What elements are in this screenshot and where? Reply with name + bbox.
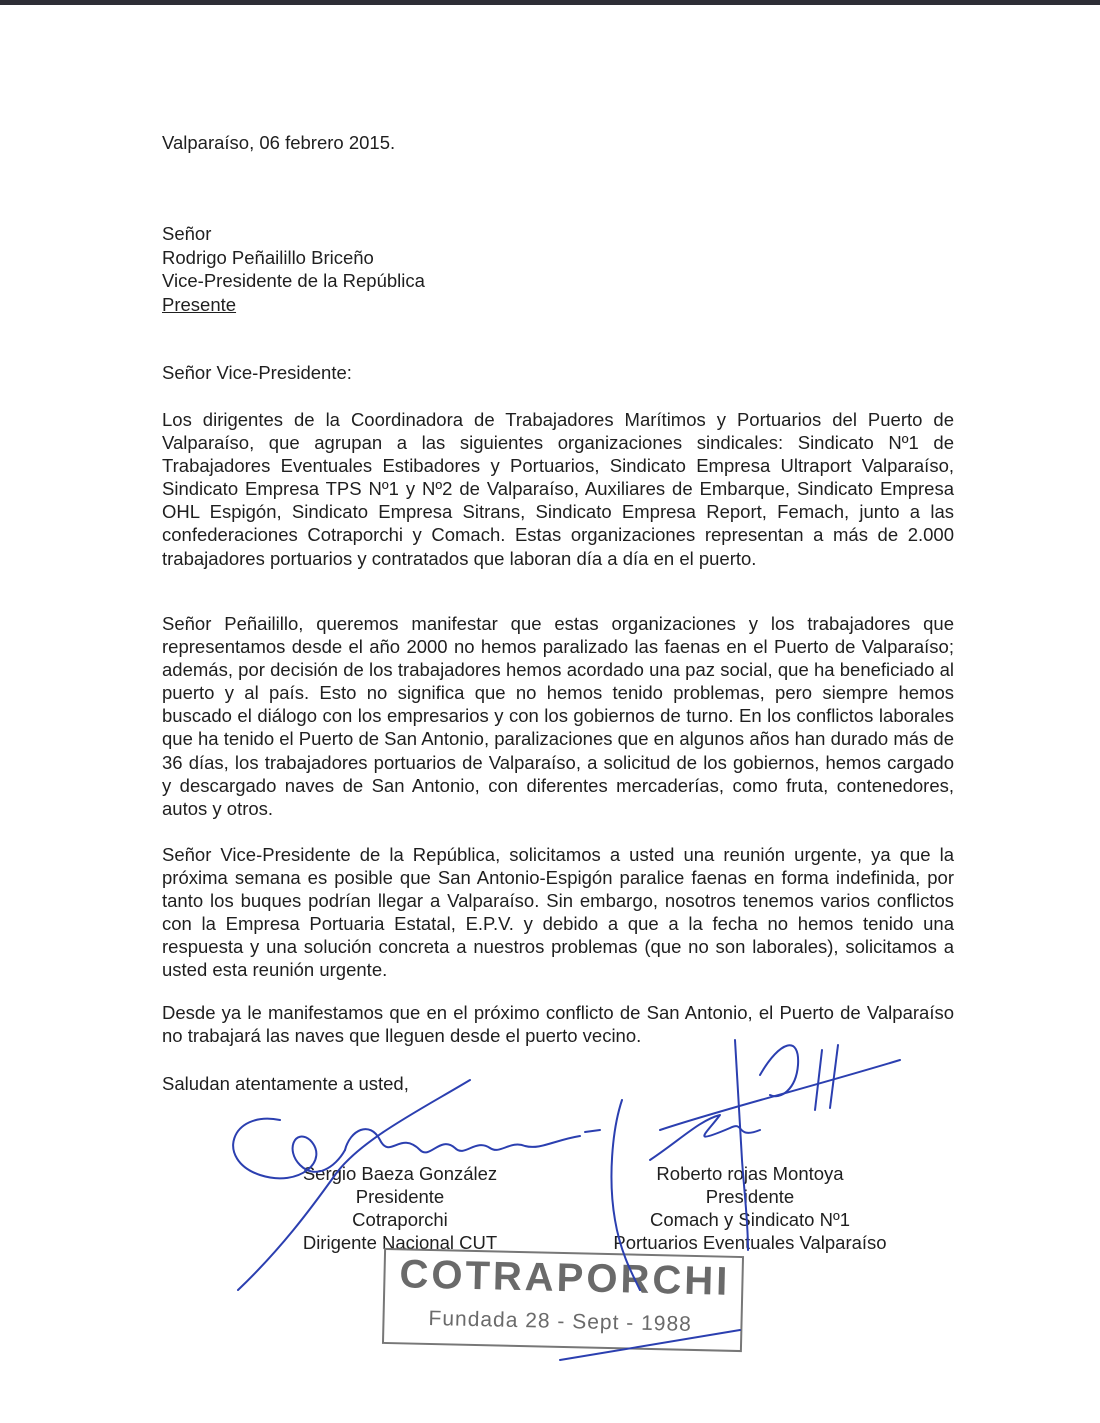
- signature-2-curve: [611, 1100, 640, 1290]
- stamp-founded-date: Fundada 28 - Sept - 1988: [428, 1306, 693, 1336]
- stamp-org-name: COTRAPORCHI: [399, 1252, 731, 1304]
- signature-2-tail: [560, 1330, 740, 1360]
- signatory-2-title: Presidente: [705, 1186, 795, 1207]
- signatory-1-extra: Dirigente Nacional CUT: [302, 1232, 498, 1253]
- closing-line: Saludan atentamente a usted,: [162, 1073, 409, 1094]
- signature-1-loop: [233, 1119, 345, 1179]
- signature-2-bar-2: [830, 1045, 838, 1108]
- recipient-presente: Presente: [162, 293, 237, 315]
- signature-2-stem: [735, 1040, 748, 1250]
- signature-2-top: [760, 1045, 798, 1096]
- signature-1-stroke: [238, 1080, 470, 1290]
- signature-1-body: [345, 1129, 580, 1152]
- body-paragraph-2: Señor Peñailillo, queremos manifestar que estas organizaciones y los trabajadores que representamos desde el año 2000 no hemos paralizado las faenas en el Puerto de Valparaíso; además, por decisión de los trabajadores hemos acordado una paz social, que ha beneficiado al puerto y al país. Esto no significa que no hemos tenido problemas, pero siempre hemos buscado el diálogo con los empresarios y con los gobiernos de turno. En los conflictos laborales que ha tenido el Puerto de San Antonio, paralizaciones que en algunos años han durado más de 36 días, los trabajadores portuarios de Valparaíso, a solicitud de los gobiernos, hemos cargado y descargado naves de San Antonio, con diferentes mercaderías, como fruta, contenedores, autos y otros.: [162, 613, 954, 819]
- salutation: Señor Vice-Presidente:: [162, 362, 352, 383]
- signatory-2-org: Comach y Sindicato Nº1: [649, 1209, 851, 1230]
- signature-2-zigzag: [650, 1115, 760, 1160]
- signatory-2-extra: Portuarios Eventuales Valparaíso: [613, 1232, 887, 1253]
- signatory-1-title: Presidente: [355, 1186, 445, 1207]
- signature-2-bar-1: [815, 1050, 822, 1110]
- recipient-honorific: Señor: [162, 223, 212, 244]
- signature-1-dash: [585, 1130, 600, 1132]
- signatory-1-org: Cotraporchi: [352, 1209, 448, 1230]
- letter-date: Valparaíso, 06 febrero 2015.: [162, 132, 396, 153]
- body-paragraph-4: Desde ya le manifestamos que en el próximo conflicto de San Antonio, el Puerto de Valparaíso no trabajará las naves que lleguen desde el puerto vecino.: [162, 1002, 954, 1047]
- signatory-1-name: Sergio Baeza González: [302, 1163, 498, 1184]
- recipient-title: Vice-Presidente de la República: [162, 270, 425, 291]
- signatory-2-name: Roberto rojas Montoya: [656, 1163, 844, 1184]
- body-paragraph-1: Los dirigentes de la Coordinadora de Trabajadores Marítimos y Portuarios del Puerto de Valparaíso, que agrupan a las siguientes organizaciones sindicales: Sindicato Nº1 de Trabajadores Eventuales Estibadores y Portuarios, Sindicato Empresa Ultraport Valparaíso, Sindicato Empresa TPS Nº1 y Nº2 de Valparaíso, Auxiliares de Embarque, Sindicato Empresa OHL Espigón, Sindicato Empresa Sitrans, Sindicato Empresa Report, Femach, junto a las confederaciones Cotraporchi y Comach. Estas organizaciones representan a más de 2.000 trabajadores portuarios y contratados que laboran día a día en el puerto.: [162, 409, 954, 569]
- signature-2-sweep: [660, 1060, 900, 1130]
- recipient-name: Rodrigo Peñailillo Briceño: [162, 246, 374, 268]
- body-paragraph-3: Señor Vice-Presidente de la República, solicitamos a usted una reunión urgente, ya que la próxima semana es posible que San Antonio-Espigón paralice faenas en forma indefinida, por tanto los buques podrían llegar a Valparaíso. Sin embargo, nosotros tenemos varios conflictos con la Empresa Portuaria Estatal, E.P.V. y debido a que a la fecha no hemos tenido una respuesta y una solución concreta a nuestros problemas (que no son laborales), solicitamos a usted esta reunión urgente.: [162, 844, 954, 981]
